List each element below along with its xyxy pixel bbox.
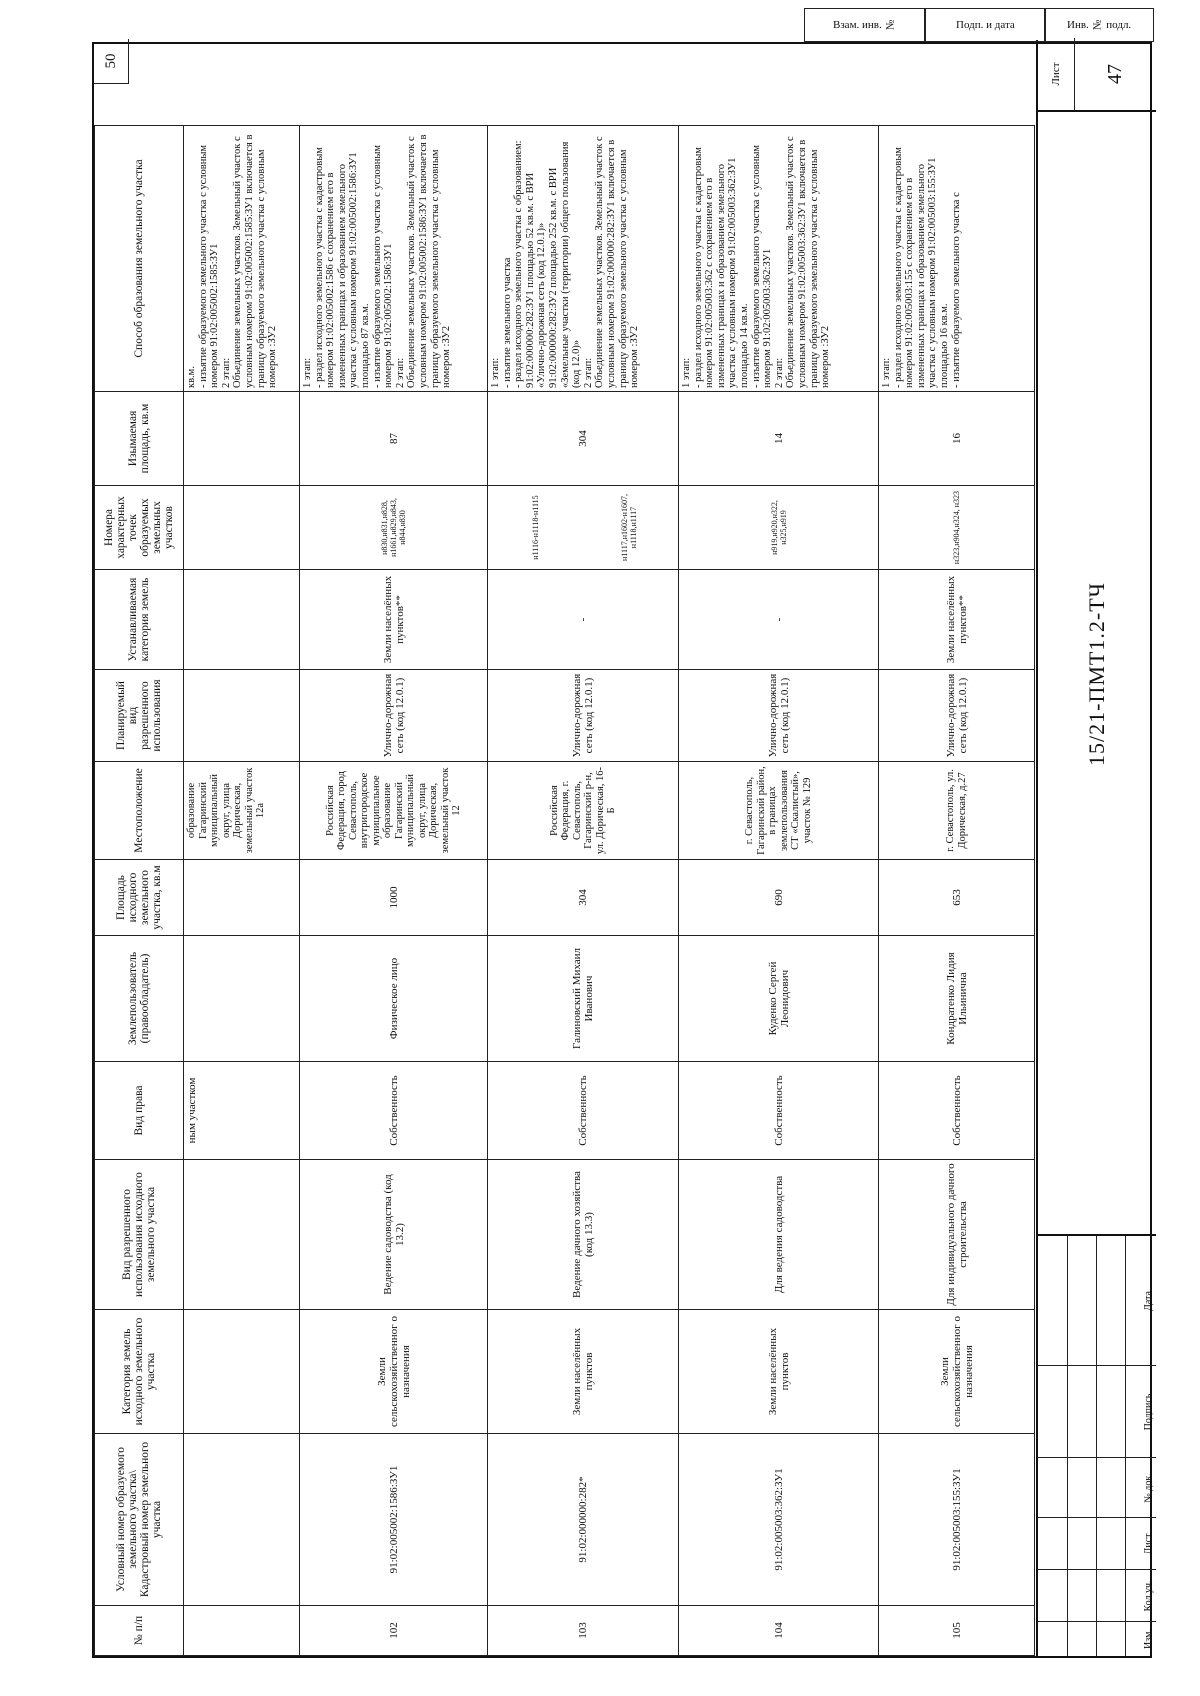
header-new-category: Устанавливаемая категория земель <box>95 570 184 670</box>
cell-points: н323,н904,н324, н323 <box>879 486 1035 570</box>
stamp-label-date: Дата <box>1143 1291 1154 1311</box>
document-id: 15/21-ПМТ1.2-ТЧ <box>1084 582 1109 766</box>
header-right: Вид права <box>95 1062 184 1160</box>
cell-num: 104 <box>679 1606 879 1656</box>
cell-right-cont: ным участком <box>184 1062 300 1160</box>
cell-new-category: - <box>488 570 679 670</box>
cell-location: г. Севастополь, ул. Дорическая, д.27 <box>879 762 1035 860</box>
header-seized-area: Изымаемая площадь, кв.м <box>95 392 184 486</box>
cell-category: Земли населённых пунктов <box>488 1310 679 1434</box>
cell-points: н919,н920,н322, н325,н919 <box>679 486 879 570</box>
points-part-2: н1117,н1602-н1607, н1118,н1117 <box>620 494 638 561</box>
land-plots-table <box>94 125 1035 1656</box>
cell-seized-area: 304 <box>488 392 679 486</box>
cell-right: Собственность <box>679 1062 879 1160</box>
cell-location: г. Севастополь, Гагаринский район, в границах землепользования СТ «Скалистый», участок № 129 <box>679 762 879 860</box>
page-number: 50 <box>94 39 129 84</box>
title-block <box>1036 40 1156 1656</box>
cell-num: 105 <box>879 1606 1035 1656</box>
header-category: Категория земель исходного земельного участка <box>95 1310 184 1434</box>
margin-orig-no: Инв. № подл. <box>1044 8 1154 42</box>
cell-use: Для индивидуального дачного строительства <box>879 1160 1035 1310</box>
cell-method: 1 этап: - раздел исходного земельного участка с кадастровым номером 91:02:005002:1586 с сохранением его в измененных границах и образованием земельного участка с условным номером 91:02:005002:1586:ЗУ1 площадью 87 кв.м. - изъятие образуемого земельного участка с условным номером 91:02:005002:1586:ЗУ1 2 этап: Объединение земельных участков. Земельный участок с условным номером 91:02:005002:1586:ЗУ1 включается в границу образуемого земельного участка с условным номером :ЗУ2 <box>300 126 488 392</box>
cell-points <box>488 486 679 570</box>
header-method: Способ образования земельного участка <box>95 126 184 392</box>
revision-grid <box>1038 1234 1156 1656</box>
cell-right: Собственность <box>488 1062 679 1160</box>
cell-area: 304 <box>488 860 679 936</box>
cell-seized-area: 87 <box>300 392 488 486</box>
cell-method-cont: кв.м. - изъятие образуемого земельного участка с условным номером 91:02:005002:1585:ЗУ1 2 этап: Объединение земельных участков. Земельный участок с условным номером 91:02:005002:1585:ЗУ1 включается в границу образуемого земельного участка с условным номером :ЗУ2 <box>184 126 300 392</box>
cell-right: Собственность <box>300 1062 488 1160</box>
header-area: Площадь исходного земельного участка, кв.м <box>95 860 184 936</box>
cell-planned-use: Улично-дорожная сеть (код 12.0.1) <box>679 670 879 762</box>
sheet-box <box>1038 38 1156 112</box>
cell-planned-use: Улично-дорожная сеть (код 12.0.1) <box>879 670 1035 762</box>
header-points: Номера характерных точек образуемых земельных участков <box>95 486 184 570</box>
cell-owner: Галиновский Михаил Иванович <box>488 936 679 1062</box>
stamp-label-signature: Подпись <box>1143 1393 1154 1431</box>
cell-use: Ведение садоводства (код 13.2) <box>300 1160 488 1310</box>
cell-method: 1 этап: - раздел исходного земельного участка с кадастровым номером 91:02:005003:155 с сохранением его в измененных границах и образованием земельного участка с условным номером 91:02:005003:155:ЗУ1 площадью 16 кв.м. - изъятие образуемого земельного участка с <box>879 126 1035 392</box>
cell-num: 103 <box>488 1606 679 1656</box>
cell-cadastral: 91:02:000000:282* <box>488 1434 679 1606</box>
sheet-label: Лист <box>1038 38 1075 110</box>
cell-new-category: Земли населённых пунктов** <box>879 570 1035 670</box>
cell-seized-area: 14 <box>679 392 879 486</box>
header-cadastral: Условный номер образуемого земельного участка\ Кадастровый номер земельного участка <box>95 1434 184 1606</box>
cell-method: 1 этап: - изъятие земельного участка - раздел исходного земельного участка с образованием: 91:02:000000:282:ЗУ1 площадью 52 кв.м. с ВРИ «Улично-дорожная сеть (код 12.0.1)» 91:02:000000:282:ЗУ2 площадью 252 кв.м. с ВРИ «Земельные участки (территории) общего пользования (код 12.0)» 2 этап: Объединение земельных участков. Земельный участок с условным номером 91:02:000000:282:ЗУ1 включается в границу образуемого земельного участка с условным номером :ЗУ2 <box>488 126 679 392</box>
cell-location-cont: образование Гагаринский муниципальный округ, улица Дорическая, земельный участок 12а <box>184 762 300 860</box>
header-location: Местоположение <box>95 762 184 860</box>
points-part-1: н1116-н1118-н1115 <box>530 495 540 560</box>
header-owner: Землепользователь (правообладатель) <box>95 936 184 1062</box>
cell-use: Для ведения садоводства <box>679 1160 879 1310</box>
cell-num: 102 <box>300 1606 488 1656</box>
stamp-label-count: Кол.уч. <box>1143 1580 1154 1612</box>
table-header-row <box>95 126 184 1656</box>
margin-ref-no: Взам. инв. № <box>804 8 926 42</box>
sheet-number: 47 <box>1103 64 1126 84</box>
cell-category: Земли сельскохозяйственног о назначения <box>879 1310 1035 1434</box>
cell-new-category: Земли населённых пунктов** <box>300 570 488 670</box>
cell-owner: Физическое лицо <box>300 936 488 1062</box>
cell-points: н830,н831,н828, н1661,н829,н843, н844,н830 <box>300 486 488 570</box>
cell-location: Российская Федерация, г. Севастополь, Гагаринский р-н, ул. Дорическая, 16-Б <box>488 762 679 860</box>
cell-cadastral: 91:02:005003:155:ЗУ1 <box>879 1434 1035 1606</box>
sheet-frame <box>92 42 1152 1658</box>
cell-planned-use: Улично-дорожная сеть (код 12.0.1) <box>300 670 488 762</box>
table-row <box>300 126 488 1656</box>
cell-seized-area: 16 <box>879 392 1035 486</box>
cell-category: Земли населённых пунктов <box>679 1310 879 1434</box>
cell-owner: Кондратенко Лидия Ильинична <box>879 936 1035 1062</box>
cell-right: Собственность <box>879 1062 1035 1160</box>
margin-sign-date: Подп. и дата <box>924 8 1046 42</box>
cell-cadastral: 91:02:005003:362:ЗУ1 <box>679 1434 879 1606</box>
cell-area: 1000 <box>300 860 488 936</box>
header-planned-use: Планируемый вид разрешенного использования <box>95 670 184 762</box>
cell-location: Российская Федерация, город Севастополь, внутригородское муниципальное образование Гагаринский муниципальный округ, улица Дорическая, земельный участок 12 <box>300 762 488 860</box>
cell-area: 653 <box>879 860 1035 936</box>
stamp-label-docno: № док. <box>1143 1473 1154 1503</box>
table-row <box>879 126 1035 1656</box>
cell-cadastral: 91:02:005002:1586:ЗУ1 <box>300 1434 488 1606</box>
table-row <box>679 126 879 1656</box>
stamp-label-sheet: Лист <box>1143 1533 1154 1555</box>
table-row <box>488 126 679 1656</box>
cell-use: Ведение дачного хозяйства (код 13.3) <box>488 1160 679 1310</box>
stamp-label-change: Изм. <box>1143 1629 1154 1649</box>
cell-owner: Куденко Сергей Леонидович <box>679 936 879 1062</box>
header-num: № п/п <box>95 1606 184 1656</box>
cell-planned-use: Улично-дорожная сеть (код 12.0.1) <box>488 670 679 762</box>
cell-category: Земли сельскохозяйственног о назначения <box>300 1310 488 1434</box>
header-use: Вид разрешенного использования исходного земельного участка <box>95 1160 184 1310</box>
cell-new-category: - <box>679 570 879 670</box>
cell-method: 1 этап: - раздел исходного земельного участка с кадастровым номером 91:02:005003:362 с сохранением его в измененных границах и образованием земельного участка с условным номером 91:02:005003:362:ЗУ1 площадью 14 кв.м. - изъятие образуемого земельного участка с условным номером 91:02:005003:362:ЗУ1 2 этап: Объединение земельных участков. Земельный участок с условным номером 91:02:005003:362:ЗУ1 включается в границу образуемого земельного участка с условным номером :ЗУ2 <box>679 126 879 392</box>
cell-area: 690 <box>679 860 879 936</box>
table-row-continuation <box>184 126 300 1656</box>
rotated-page <box>92 19 1154 1658</box>
